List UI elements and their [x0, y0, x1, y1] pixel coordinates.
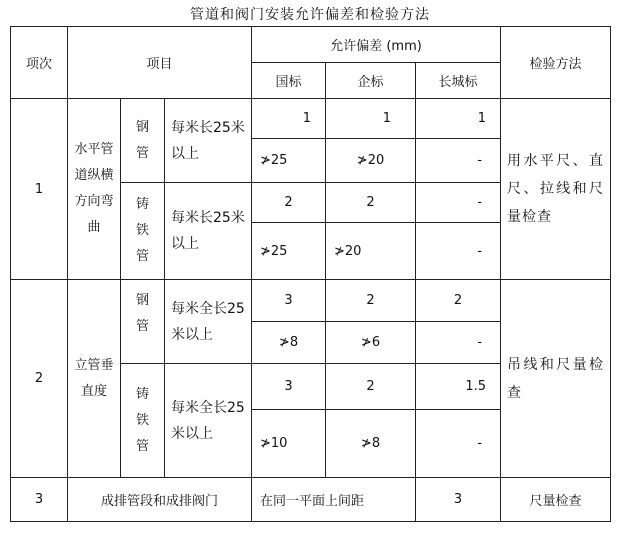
row1-cast-enterprise: 2	[326, 183, 416, 223]
row1-cast-national: 2	[252, 183, 326, 223]
row2-cast-national-max: ≯10	[252, 410, 326, 478]
row1-steel-spec: 每米长25米以上	[165, 99, 252, 183]
row1-steel-national: 1	[252, 99, 326, 139]
row3-method: 尺量检查	[501, 478, 611, 522]
row1-steel-national-max: ≯25	[252, 139, 326, 183]
row2-method: 吊线和尺量检查	[501, 280, 611, 478]
row1-steel-enterprise-max: ≯20	[326, 139, 416, 183]
row1-cast-greatwall-max: -	[416, 223, 501, 280]
row3-index: 3	[11, 478, 68, 522]
row2-cast-greatwall-max: -	[416, 410, 501, 478]
row2-steel: 钢管	[121, 280, 165, 364]
row1-steel: 钢管	[121, 99, 165, 183]
row1-method: 用水平尺、直尺、拉线和尺量检查	[501, 99, 611, 280]
row2-cast-enterprise: 2	[326, 364, 416, 410]
row2-steel-greatwall-max: -	[416, 322, 501, 364]
tolerance-table	[10, 26, 611, 522]
row1-cast: 铸铁管	[121, 183, 165, 280]
row1-item: 水平管道纵横方向弯曲	[68, 99, 121, 280]
row2-index: 2	[11, 280, 68, 478]
header-enterprise: 企标	[326, 63, 416, 99]
row1-steel-greatwall-max: -	[416, 139, 501, 183]
header-national: 国标	[252, 63, 326, 99]
row3-item: 成排管段和成排阀门	[68, 478, 252, 522]
row2-steel-national: 3	[252, 280, 326, 322]
row1-cast-enterprise-max: ≯20	[326, 223, 416, 280]
row1-steel-enterprise: 1	[326, 99, 416, 139]
header-method: 检验方法	[501, 27, 611, 99]
header-allowance: 允许偏差 (mm)	[252, 27, 501, 63]
page-title: 管道和阀门安装允许偏差和检验方法	[190, 7, 430, 23]
row2-cast-spec: 每米全长25米以上	[165, 364, 252, 478]
row1-cast-national-max: ≯25	[252, 223, 326, 280]
row2-cast-national: 3	[252, 364, 326, 410]
row1-cast-greatwall: -	[416, 183, 501, 223]
header-item: 项目	[68, 27, 252, 99]
row2-steel-greatwall: 2	[416, 280, 501, 322]
row1-steel-greatwall: 1	[416, 99, 501, 139]
row3-spec: 在同一平面上间距	[252, 478, 416, 522]
row2-steel-national-max: ≯8	[252, 322, 326, 364]
row2-steel-spec: 每米全长25米以上	[165, 280, 252, 364]
row2-cast: 铸铁管	[121, 364, 165, 478]
header-index: 项次	[11, 27, 68, 99]
row2-steel-enterprise: 2	[326, 280, 416, 322]
row2-cast-greatwall: 1.5	[416, 364, 501, 410]
row2-steel-enterprise-max: ≯6	[326, 322, 416, 364]
row2-item: 立管垂直度	[68, 280, 121, 478]
row1-cast-spec: 每米长25米以上	[165, 183, 252, 280]
row1-index: 1	[11, 99, 68, 280]
row3-value: 3	[416, 478, 501, 522]
row2-cast-enterprise-max: ≯8	[326, 410, 416, 478]
header-greatwall: 长城标	[416, 63, 501, 99]
